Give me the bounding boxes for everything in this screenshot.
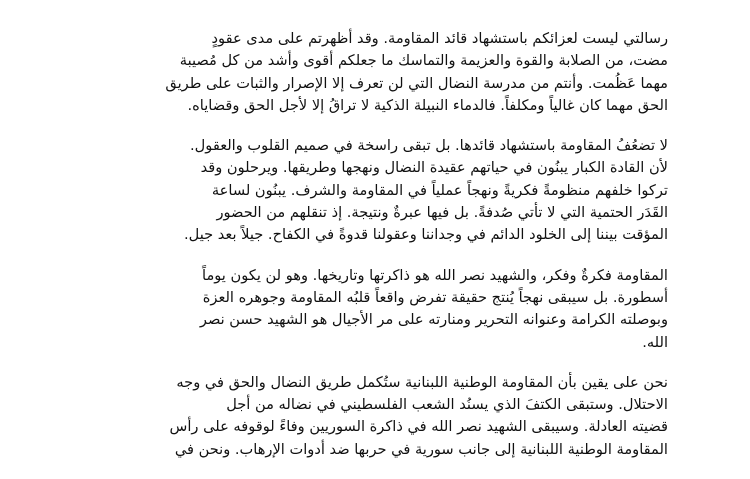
letter-body — [88, 28, 668, 479]
text-line: قضيته العادلة. وسيبقى الشهيد نصر الله في ذاكرة السوريين وفاءً لوقوفه على رأس — [169, 418, 668, 436]
text-line: الله. — [642, 333, 668, 351]
paragraph-2 — [88, 135, 668, 246]
text-line: رسالتي ليست لعزائكم باستشهاد قائد المقاومة. وقد أظهرتم على مدى عقودٍ — [211, 30, 668, 47]
text-line: المؤقت بيننا إلى الخلود الدائم في وجداننا وعقولنا قدوةً في الكفاح. جيلاً بعد جيل. — [184, 226, 668, 244]
paragraph-4 — [88, 372, 668, 461]
text-line: المقاومة فكرةٌ وفكر، والشهيد نصر الله هو ذاكرتها وتاريخها. وهو لن يكون يوماً — [202, 266, 668, 284]
text-line: لأن القادة الكبار يبنُون في حياتهم عقيدة النضال ونهجها وطريقها. ويرحلون وقد — [200, 159, 668, 177]
text-line: مضت، من الصلابة والقوة والعزيمة والتماسك ما جعلكم أقوى وأشد من كل مُصيبة — [179, 52, 668, 70]
text-line: نحن على يقين بأن المقاومة الوطنية اللبنانية ستُكمل طريق النضال والحق في وجه — [176, 373, 668, 391]
text-line: مهما عَظُمت. وأنتم من مدرسة النضال التي لن تعرف إلا الإصرار والثبات على طريق — [165, 74, 668, 92]
text-line: وبوصلته الكرامة وعنوانه التحرير ومنارته على مر الأجيال هو الشهيد حسن نصر — [199, 311, 668, 329]
text-line: المقاومة الوطنية اللبنانية إلى جانب سورية في حربها ضد أدوات الإرهاب. ونحن في — [174, 440, 668, 458]
paragraph-3 — [88, 265, 668, 354]
text-line: أسطورة. بل سيبقى نهجاً يُنتج حقيقة تفرض واقعاً قلبُه المقاومة وجوهره العزة — [202, 288, 668, 306]
text-line: تركوا خلفهم منظومةً فكريةً ونهجاً عملياً في المقاومة والشرف. يبنُون لساعة — [211, 181, 668, 199]
paragraph-1 — [88, 28, 668, 117]
text-line: لا تضعُفُ المقاومة باستشهاد قائدها. بل تبقى راسخة في صميم القلوب والعقول. — [190, 137, 668, 155]
text-line: الاحتلال. وستبقى الكتفَ الذي يسنُد الشعب الفلسطيني في نضاله من أجل — [226, 396, 668, 414]
text-line: الحق مهما كان غالياً ومكلفاً. فالدماء النبيلة الذكية لا تراقُ إلا لأجل الحق وقضاياه. — [187, 96, 668, 114]
text-line: القَدَر الحتمية التي لا تأتي صُدفةً. بل فيها عبرةٌ ونتيجة. إذ تنقلهم من الحضور — [216, 204, 668, 222]
